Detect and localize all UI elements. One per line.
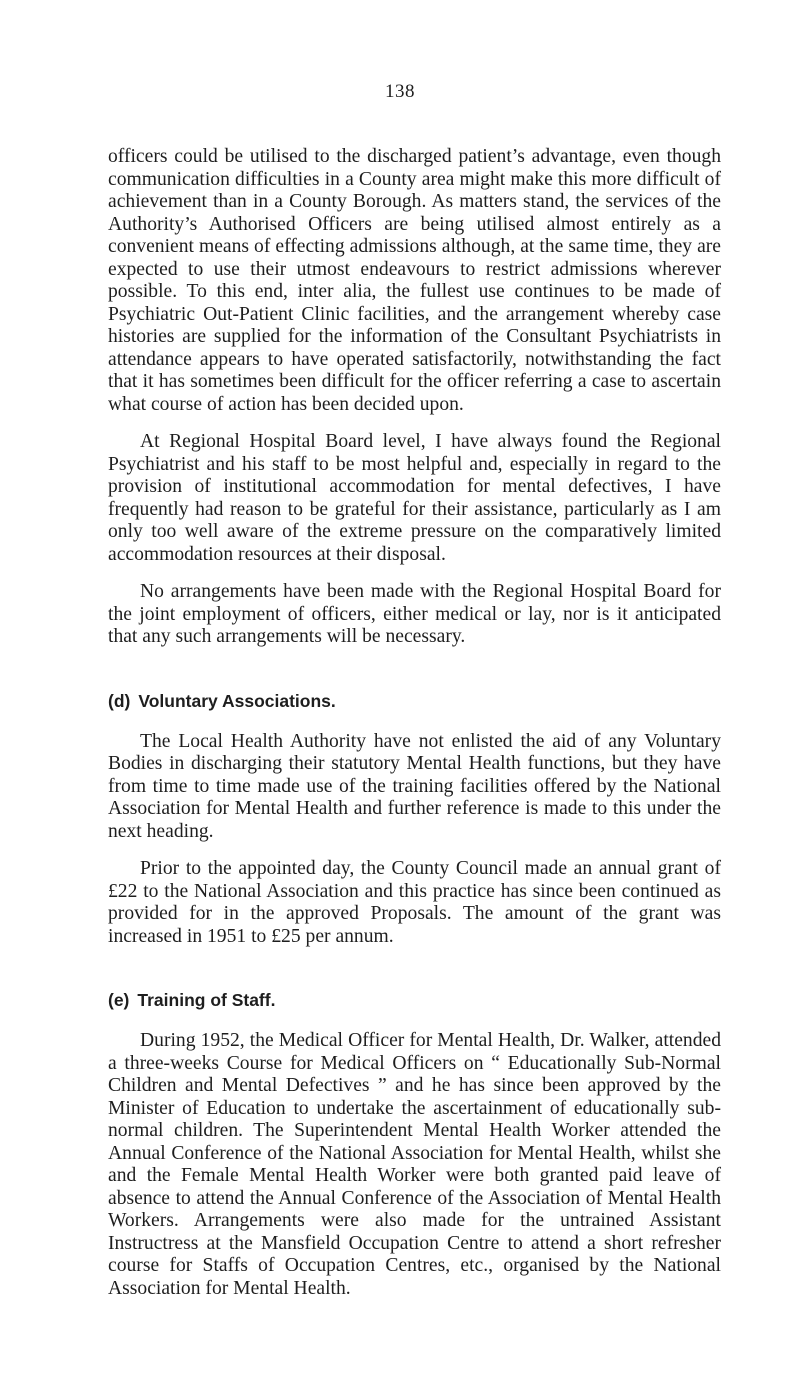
section-heading-training-of-staff: [108, 989, 721, 1011]
paragraph-joint-employment: No arrangements have been made with the Regional Hospital Board for the joint employment of officers, either medical or lay, nor is it anticipated that any such arrangements will be necessary.: [108, 581, 721, 647]
paragraph-voluntary-bodies: The Local Health Authority have not enlisted the aid of any Voluntary Bodies in discharging their statutory Mental Health functions, but they have from time to time made use of the training facilities offered by the National Association for Mental Health and further reference is made to this under the next heading.: [108, 730, 721, 842]
page-number: 138: [385, 81, 415, 102]
paragraph-training: During 1952, the Medical Officer for Mental Health, Dr. Walker, attended a three-weeks Course for Medical Officers on “ Educationally Sub-Normal Children and Mental Defectives ” and he has since been approved by the Minister of Education to undertake the ascertainment of educationally sub-normal children. The Superintendent Mental Health Worker attended the Annual Conference of the National Association for Mental Health, whilst she and the Female Mental Health Worker were both granted paid leave of absence to attend the Annual Conference of the Association of Mental Health Workers. Arrangements were also made for the untrained Assistant Instructress at the Mansfield Occupation Centre to attend a short refresher course for Staffs of Occupation Centres, etc., organised by the National Association for Mental Health.: [108, 1030, 721, 1299]
page-body: [108, 146, 721, 1300]
section-label: (d): [108, 690, 131, 711]
section-heading-voluntary-associations: [108, 690, 721, 712]
section-label: (e): [108, 990, 130, 1010]
section-title: Training of Staff.: [137, 990, 276, 1010]
section-title: Voluntary Associations.: [138, 690, 336, 711]
paragraph-regional-board: At Regional Hospital Board level, I have always found the Regional Psychiatrist and his staff to be most helpful and, especially in regard to the provision of institutional accommodation for mental defectives, I have frequently had reason to be grateful for their assistance, particularly as I am only too well aware of the extreme pressure on the comparatively limited accommodation resources at their disposal.: [108, 431, 721, 565]
paragraph-continued: officers could be utilised to the discharged patient’s advantage, even though communication difficulties in a County area might make this more difficult of achievement than in a County Borough. As matters stand, the services of the Authority’s Authorised Officers are being utilised almost entirely as a convenient means of effecting admissions although, at the same time, they are expected to use their utmost endeavours to restrict admissions wherever possible. To this end, inter alia, the fullest use continues to be made of Psychiatric Out-Patient Clinic facilities, and the arrangement whereby case histories are supplied for the information of the Consultant Psychiatrists in attendance appears to have operated satisfactorily, notwithstanding the fact that it has sometimes been difficult for the officer referring a case to ascertain what course of action has been decided upon.: [108, 146, 721, 415]
paragraph-annual-grant: Prior to the appointed day, the County Council made an annual grant of £22 to the National Association and this practice has since been continued as provided for in the approved Proposals. The amount of the grant was increased in 1951 to £25 per annum.: [108, 858, 721, 947]
